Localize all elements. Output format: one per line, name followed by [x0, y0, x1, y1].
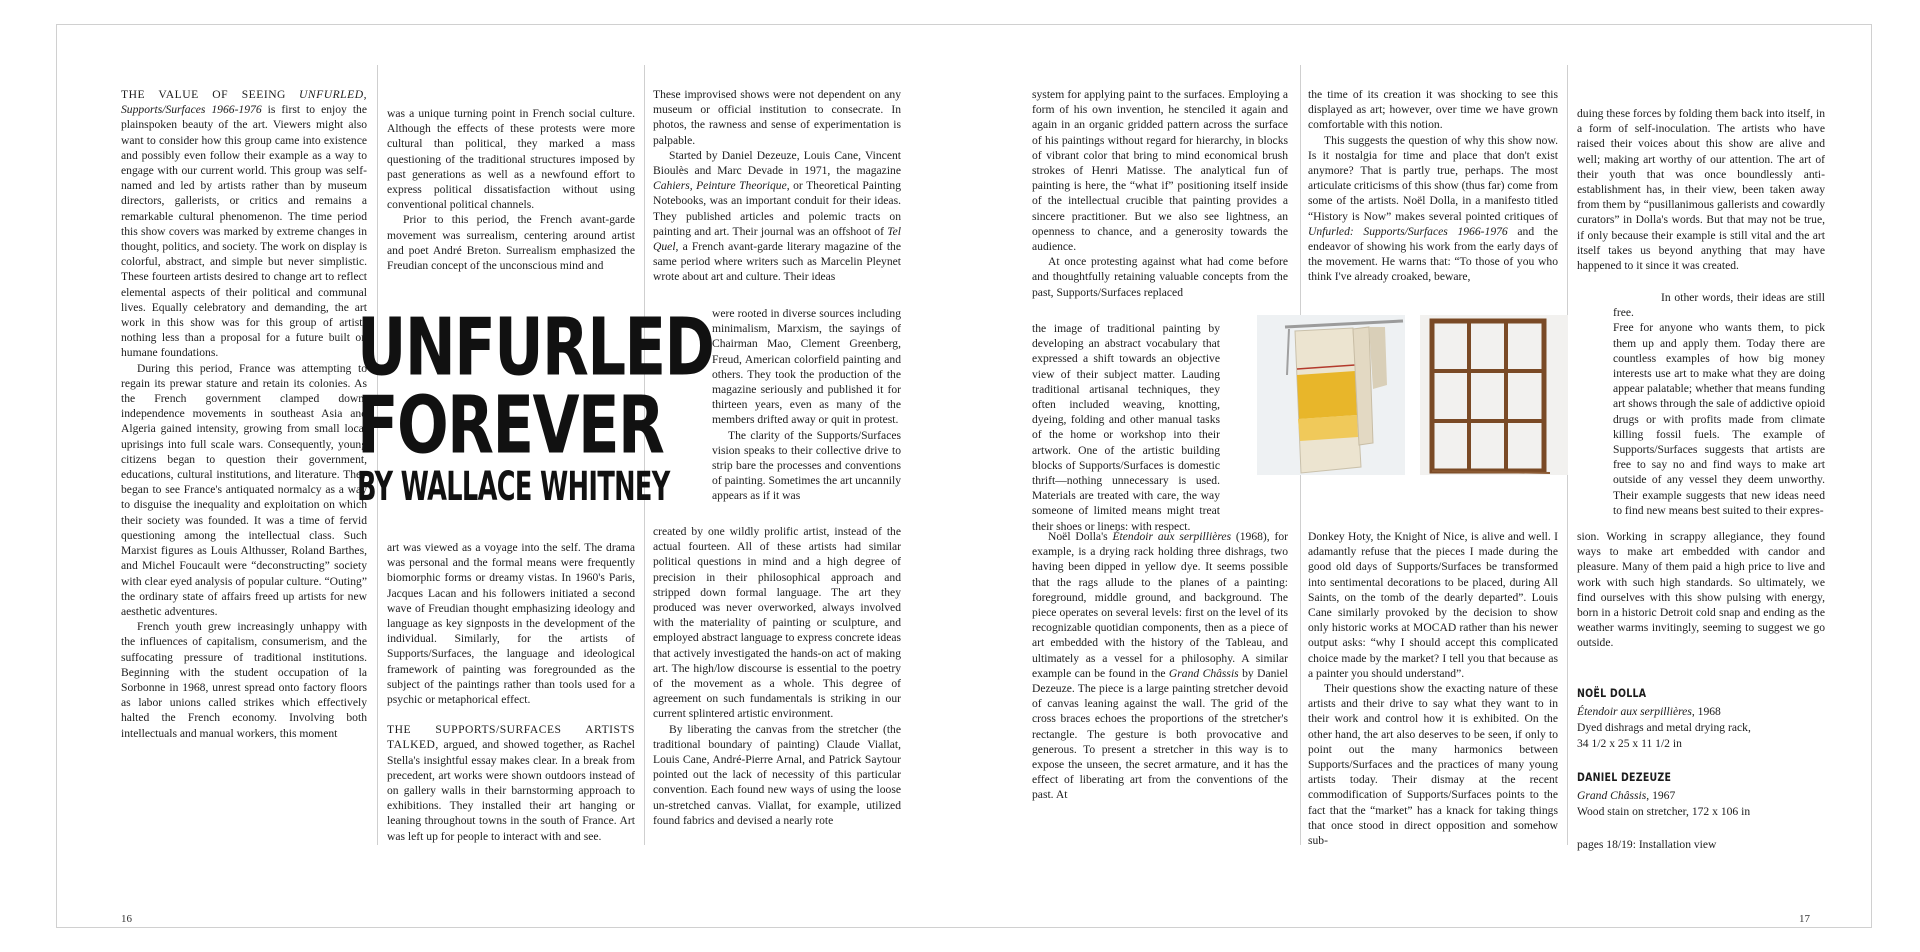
paragraph: created by one wildly prolific artist, instead of the actual fourteen. All of these artists had similar political questions in mind and a high degree of precision in their philosophical approach and stripped down formal language. The art they produced was never overworked, always involved with the materiality of painting or sculpture, and employed abstract language to express concrete ideas that actively investigated the hands-on act of making art. The high/low discourse is essential to the poetry of the movement as a whole. This degree of agreement on such fundamentals is striking in our current splintered artistic environment. [653, 525, 901, 721]
paragraph: French youth grew increasingly unhappy with the influences of capitalism, consumerism, and the suffocating pressure of traditional institutions. Beginning with the student occupation of la Sorbonne in 1968, unrest spread onto factory floors as labor unions called strikes which effectively halted the French economy. Involving both intellectuals and manual workers, this moment [121, 620, 367, 740]
drying-rack-illustration [1257, 315, 1405, 475]
page-number-right: 17 [1799, 913, 1810, 925]
paragraph: By liberating the canvas from the stretcher (the traditional boundary of painting) Claude Viallat, Louis Cane, André-Pierre Arnal, and Patrick Saytour pointed out the lack of necessity of this particular convention. Each found new ways of using the loose un-stretched canvas. Viallat, for example, utilized found fabrics and devised a nearly rote [653, 722, 901, 827]
artwork-title: Grand Châssis [1168, 666, 1239, 680]
paragraph: the time of its creation it was shocking to see this displayed as art; however, over time we have grown comfortable with this notion. [1308, 88, 1558, 132]
paragraph [1032, 529, 1288, 803]
headline-line-1: UNFURLED [357, 301, 714, 394]
article-headline [357, 301, 714, 510]
paragraph-text: a French avant-garde literary magazine of the same period where writers such as Marcelin Pleynet wrote about art and culture. Their ideas [653, 240, 902, 284]
body-column-4-narrow [1032, 321, 1220, 534]
artwork-credits [1577, 685, 1825, 853]
paragraph: Their questions show the exacting nature of these artists and their drive to say what they want to in their work and control how it is exhibited. On the other hand, the art also deserves to be seen, if only to point out the many harmonics between Supports/Surfaces and the practices of many young artists today. Their dismay at the recent commodification of Supports/Surfaces points to the fact that the “market” has a knack for taking things that once stood in direct opposition and somehow sub- [1308, 682, 1558, 848]
paragraph-text: by Daniel Dezeuze. The piece is a large painting stretcher devoid of canvas leaning against the wall. The grid of the cross braces echoes the proportions of the stretcher's rectangle. The gesture is both provocative and generous. To present a stretcher in this way is to expose the unseen, the secret armature, and it has the effect of liberating art from the conventions of the past. At [1032, 666, 1288, 802]
credit-title: Grand Châssis [1577, 789, 1647, 802]
body-column-2-bottom [387, 540, 635, 844]
lead-title-caps: UNFURLED, [299, 88, 367, 101]
section-text: argued, and showed together, as Rachel Stella's insightful essay makes clear. In a break from precedent, art works were shown outdoors instead of on gallery walls in their barnstorming approach to exhibitions. They installed their art hanging or leaning throughout towns in the south of France. Art was left up for people to interact with and see. [387, 738, 635, 843]
body-column-2-top [387, 106, 635, 273]
paragraph: Prior to this period, the French avant-garde movement was surrealism, centering around artist and poet André Breton. Surrealism emphasized the Freudian concept of the unconscious mind and [387, 213, 635, 273]
credit-title-line [1577, 788, 1825, 804]
paragraph: the image of traditional painting by developing an abstract vocabulary that expressed a shift towards an objective view of their subject matter. Lauding traditional artisanal techniques, they often included weaving, knotting, dyeing, folding and other manual tasks of the home or workshop into their artwork. One of the artistic building blocks of Supports/Surfaces is domestic thrift—nothing unnecessary is used. Materials are treated with care, the way someone of limited means might treat their shoes or linens: with respect. [1032, 322, 1220, 533]
credit-title-line [1577, 704, 1825, 720]
section-opening-paragraph [387, 722, 635, 844]
headline-line-2: FOREVER [357, 379, 664, 472]
body-column-6-narrow [1613, 290, 1825, 518]
credit-year: , 1967 [1646, 789, 1676, 802]
paragraph: These improvised shows were not dependent on any museum or official institution to consecrate. In photos, the rawness and sense of experimentation is palpable. [653, 88, 901, 147]
page-number-left: 16 [121, 913, 132, 925]
body-column-3-bottom [653, 524, 901, 828]
body-column-5-bottom [1308, 529, 1558, 848]
paragraph-text: , or Theoretical Painting Notebooks, was an important conduit for their ideas. They published articles and polemic tracts on painting and art. Their journal was an offshoot of [653, 179, 901, 238]
headline-byline: BY WALLACE WHITNEY [357, 464, 670, 510]
body-column-4-top [1032, 87, 1288, 300]
body-column-5-top [1308, 87, 1558, 285]
credit-block [1577, 769, 1825, 820]
exhibition-title: Unfurled: Supports/Surfaces 1966-1976 [1308, 224, 1508, 238]
paragraph: At once protesting against what had come before and thoughtfully retaining valuable concepts from the past, Supports/Surfaces replaced [1032, 255, 1288, 299]
paragraph: In other words, their ideas are still free. [1613, 291, 1825, 320]
paragraph: Donkey Hoty, the Knight of Nice, is alive and well. I adamantly refuse that the pieces I made during the good old days of Supports/Surfaces be transformed into sentimental decorations to be placed, during All Saints, on the tomb of the dearly departed”. Louis Cane similarly provoked by the decision to show only historic works at MOCAD rather than his newer output asks: “why I should accept this complicated choice made by the market? I tell you that because as a painter you should understand”. [1308, 530, 1558, 680]
magazine-title: Cahiers, Peinture Theorique [653, 179, 787, 193]
lead-title: Supports/Surfaces 1966-1976 [121, 103, 262, 117]
paragraph: was a unique turning point in French social culture. Although the effects of these protests were more cultural than political, they marked a mass questioning of the traditional structures imposed by past generations as well as a newfound effort to express political dissatisfaction without using conventional political channels. [387, 107, 635, 212]
magazine-spread [56, 24, 1872, 928]
credit-artist: DANIEL DEZEUZE [1577, 770, 1672, 784]
journal-title: Tel Quel, [653, 224, 901, 254]
paragraph: were rooted in diverse sources including minimalism, Marxism, the sayings of Chairman Mao, Clement Greenberg, Freud, American colorfield painting and others. They took the production of the magazine seriously and published it for thirteen years, even as many of the members drifted away or quit in protest. [712, 307, 901, 427]
lead-caps: THE VALUE OF SEEING [121, 88, 286, 101]
artwork-photo-stretcher [1420, 315, 1568, 475]
paragraph: duing these forces by folding them back into itself, in a form of self-inoculation. The artists who have raised their voices about this show are alive and well; making art worthy of our attention. The art of their youth that was once boundlessly anti-establishment has, in their view, been taken away from them by “pusillanimous gallerists and cowardly curators” in Dolla's words. But that may not be true, if only because their example is still vital and the art itself takes us beyond anything that may have happened to it since it was created. [1577, 107, 1825, 273]
paragraph-text: Noël Dolla's [1048, 530, 1108, 543]
body-column-1 [121, 87, 367, 741]
artwork-photo-drying-rack [1257, 315, 1405, 475]
paragraph: Free for anyone who wants them, to pick them up and apply them. Today there are countless examples of how big money interests use art to make what they are doing appear palatable; whether that means funding art shows through the sale of addictive opioid drugs or with profits made from climate killing fossil fuels. The example of Supports/Surfaces suggests that artists are free to say no and find ways to make art outside of any vessel they deem unworthy. Their example suggests that new ideas need to find new means best suited to their expres- [1613, 321, 1825, 517]
paragraph: The clarity of the Supports/Surfaces vision speaks to their collective drive to strip bare the processes and conventions of painting. Sometimes the art uncannily appears as if it was [712, 428, 901, 503]
lead-paragraph-text: is first to enjoy the plainspoken beauty of the art. Viewers might also want to consider how this group came into existence and possibly even follow their example as a way to engage with our current world. This group was self-named and led by artists rather than by museum directors, gallerists, or critics and remains a remarkable cultural phenomenon. The time period this show covers was marked by extreme changes in thought, politics, and society. The work on display is colorful, abstract, and simple but never simplistic. These fourteen artists desired to change art to reflect elemental aspects of their political and communal lives. Equally celebratory and demanding, the art work in this show was for this group of artists nothing less than a proposal for a future built on humane foundations. [121, 103, 367, 360]
credit-medium: Wood stain on stretcher, 172 x 106 in [1577, 805, 1751, 818]
paragraph: system for applying paint to the surfaces. Employing a form of his own invention, he stenciled it again and again in an organic gridded pattern across the surface of his paintings without regard for hierarchy, in blocks of vibrant color that bring to mind economical brush strokes of Henri Matisse. The analytical fun of painting is here, the “what if” positioning itself inside of the intellectual crucible that painting provides a sincere practitioner. But we also see lightness, an openness to chance, and a generosity towards the audience. [1032, 88, 1288, 254]
paragraph: art was viewed as a voyage into the self. The drama was personal and the formal means were frequently biomorphic forms or dreamy vistas. In 1960's Paris, Jacques Lacan and his followers initiated a second wave of Freudian thought emphasizing ideology and language as key signposts in the development of the individual. Similarly, for the artists of Supports/Surfaces, the language and ideological framework of painting was foregrounded as the subject of the paintings rather than tools used for a psychic or metaphorical effect. [387, 541, 635, 707]
paragraph [1308, 133, 1558, 285]
credit-medium: Dyed dishrags and metal drying rack, [1577, 721, 1751, 734]
body-column-6-bottom [1577, 529, 1825, 651]
body-column-6-top [1577, 106, 1825, 273]
paragraph: During this period, France was attempting to regain its prewar stature and retain its colonies. As the French government clamped down, independence movements in southeast Asia and Algeria gained intensity, growing from small local uprisings into full scale wars. Consequently, young citizens began to question their government, educations, cultural institutions, and literature. They began to see France's antiquated normalcy as a way to disguise the inequality and exploitation on which their society was founded. It was a time of fervid questioning among the intellectual class. Such Marxist figures as Louis Althusser, Roland Barthes, and Michel Foucault were “deconstructing” society with clear eyed analysis of popular culture. “Outing” the ordinary state of affairs freed up artists for new aesthetic adventures. [121, 361, 367, 618]
credit-title: Étendoir aux serpillières [1577, 705, 1692, 718]
paragraph-text: (1968), for example, is a drying rack holding three dishrags, two having been dipped in yellow dye. It seems possible that the rags allude to the planes of a painting: foreground, middle ground, and background. The piece operates on several levels: first on the level of its recognizable quotidian components, then as a piece of art embedded with the history of the Tableau, and ultimately as a vessel for a philosophy. A similar example can be found in the [1032, 530, 1288, 680]
credit-artist: NOËL DOLLA [1577, 686, 1647, 700]
body-column-4-bottom [1032, 529, 1288, 803]
credit-block [1577, 685, 1825, 752]
credit-dimensions: 34 1/2 x 25 x 11 1/2 in [1577, 737, 1682, 750]
paragraph [653, 148, 901, 285]
caption-note: pages 18/19: Installation view [1577, 838, 1717, 851]
body-column-3-top [653, 87, 901, 285]
section-caps: THE SUPPORTS/SURFACES ARTISTS TALKED, [387, 723, 635, 752]
lead-paragraph [121, 87, 367, 361]
paragraph-text: Started by Daniel Dezeuze, Louis Cane, Vincent Bioulès and Marc Devade in 1971, the magazine [653, 148, 901, 178]
paragraph-text: This suggests the question of why this show now. Is it nostalgia for time and place that don't exist anymore? That is partly true, perhaps. The most articulate criticisms of this show (thus far) come from some of the artists. Noël Dolla, in a manifesto titled “History is Now” makes several pointed critiques of [1308, 133, 1558, 223]
artwork-title: Étendoir aux serpillières [1112, 530, 1232, 543]
credit-year: , 1968 [1691, 705, 1721, 718]
body-column-3-narrow [712, 306, 901, 504]
stretcher-illustration [1420, 315, 1568, 475]
paragraph-text: and the endeavor of showing his work from the early days of the movement. He warns that: “To those of you who think I've already croaked, beware, [1308, 224, 1558, 284]
paragraph: sion. Working in scrappy allegiance, they found ways to make art embedded with candor and pleasure. Many of them paid a high price to live and work with such high standards. So ultimately, we find ourselves with this show pulsing with energy, born in a historic Detroit cold snap and ending as the weather warms invitingly, seeming to suggest we go outside. [1577, 530, 1825, 650]
